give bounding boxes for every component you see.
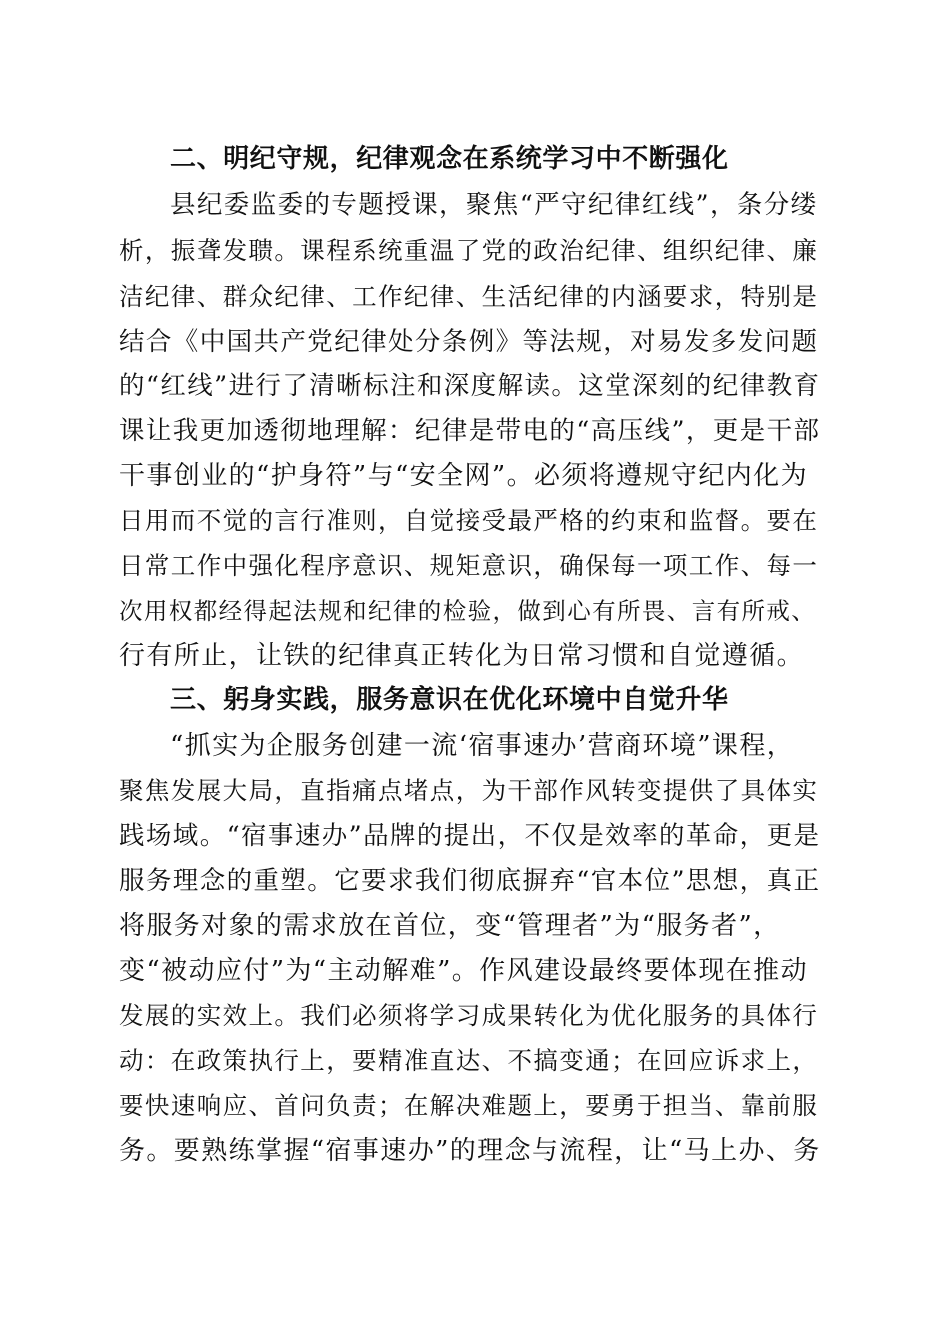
paragraph-line: 动：在政策执行上，要精准直达、不搞变通；在回应诉求上，: [119, 1046, 819, 1075]
paragraph-line: 析，振聋发聩。课程系统重温了党的政治纪律、组织纪律、廉: [119, 236, 819, 265]
paragraph-line: 县纪委监委的专题授课，聚焦“严守纪律红线”，条分缕: [170, 190, 818, 220]
paragraph-line: 聚焦发展大局，直指痛点堵点，为干部作风转变提供了具体实: [119, 776, 819, 805]
paragraph-line: 洁纪律、群众纪律、工作纪律、生活纪律的内涵要求，特别是: [119, 282, 819, 311]
paragraph-line: 干事创业的“护身符”与“安全网”。必须将遵规守纪内化为: [119, 461, 808, 491]
paragraph-line: 课让我更加透彻地理解：纪律是带电的“高压线”，更是干部: [119, 416, 821, 446]
section-2-heading: 二、明纪守规，纪律观念在系统学习中不断强化: [170, 144, 729, 174]
paragraph-line: “抓实为企服务创建一流‘宿事速办’营商环境”课程，: [170, 731, 795, 761]
paragraph-line: 的“红线”进行了清晰标注和深度解读。这堂深刻的纪律教育: [119, 371, 821, 401]
paragraph-line: 服务理念的重塑。它要求我们彻底摒弃“官本位”思想，真正: [119, 866, 821, 896]
paragraph-line: 结合《中国共产党纪律处分条例》等法规，对易发多发问题: [119, 327, 819, 357]
paragraph-line: 日常工作中强化程序意识、规矩意识，确保每一项工作、每一: [119, 551, 819, 580]
paragraph-line: 要快速响应、首问负责；在解决难题上，要勇于担当、靠前服: [119, 1091, 819, 1120]
paragraph-line: 次用权都经得起法规和纪律的检验，做到心有所畏、言有所戒、: [119, 597, 817, 625]
paragraph-line: 发展的实效上。我们必须将学习成果转化为优化服务的具体行: [119, 1001, 819, 1030]
paragraph-line: 行有所止，让铁的纪律真正转化为日常习惯和自觉遵循。: [119, 641, 805, 671]
paragraph-line: 将服务对象的需求放在首位，变“管理者”为“服务者”，: [119, 911, 781, 941]
paragraph-line: 务。要熟练掌握“宿事速办”的理念与流程，让“马上办、务: [119, 1136, 821, 1166]
paragraph-line: 日用而不觉的言行准则，自觉接受最严格的约束和监督。要在: [119, 506, 819, 535]
paragraph-line: 变“被动应付”为“主动解难”。作风建设最终要体现在推动: [119, 956, 808, 986]
section-3-heading: 三、躬身实践，服务意识在优化环境中自觉升华: [170, 685, 729, 715]
paragraph-line: 践场域。“宿事速办”品牌的提出，不仅是效率的革命，更是: [119, 821, 821, 851]
